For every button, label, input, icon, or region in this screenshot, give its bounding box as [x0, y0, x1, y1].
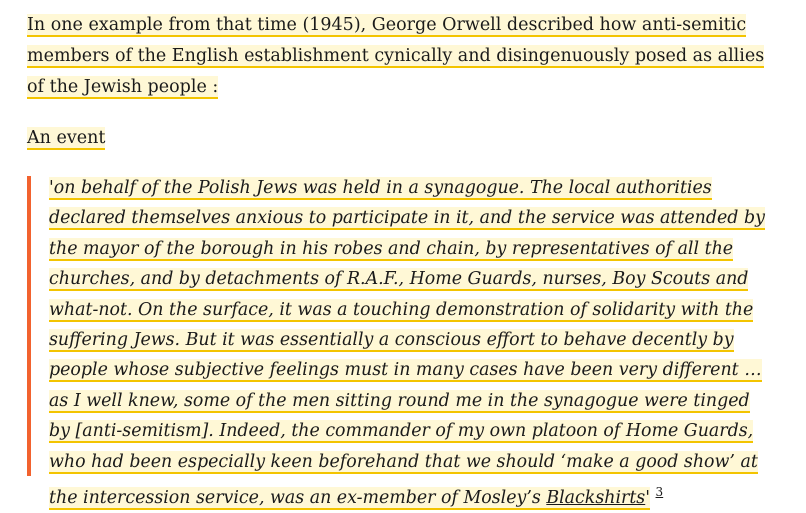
footnote-link[interactable]: 3 — [655, 485, 664, 500]
blockquote — [49, 173, 769, 513]
quote-closing: ' — [645, 487, 651, 508]
blockquote-bar — [27, 176, 31, 476]
intro-paragraph — [27, 10, 767, 103]
event-highlight[interactable]: An event — [27, 128, 106, 148]
quote-text: 'on behalf of the Polish Jews was held in a synagogue. The local authorities declared themselves anxious to participate in it, and the service was attended by the mayor of the borough in his robes and chain, by representatives of all the churches, and by detachments of R.A.F., Home Guards, nurses, Boy Scouts and what-not. On the surface, it was a touching demonstration of solidarity with the suffering Jews. But it was essentially a conscious effort to behave decently by people whose subjective feelings must in many cases have been very different … as I well knew, some of the men sitting round me in the synagogue were tinged by [anti-semitism]. Indeed, the commander of my own platoon of Home Guards, who had been especially keen beforehand that we should ‘make a good show’ at the intercession service, was an ex-member of Mosley’s — [49, 178, 765, 508]
quote-highlight[interactable] — [49, 177, 765, 510]
intro-highlight[interactable]: In one example from that time (1945), George Orwell described how anti-semitic members of the English establishment cynically and disingenuously posed as allies of the Jewish people : — [27, 15, 765, 97]
blackshirts-link[interactable]: Blackshirts — [546, 487, 646, 508]
event-label — [27, 123, 105, 154]
